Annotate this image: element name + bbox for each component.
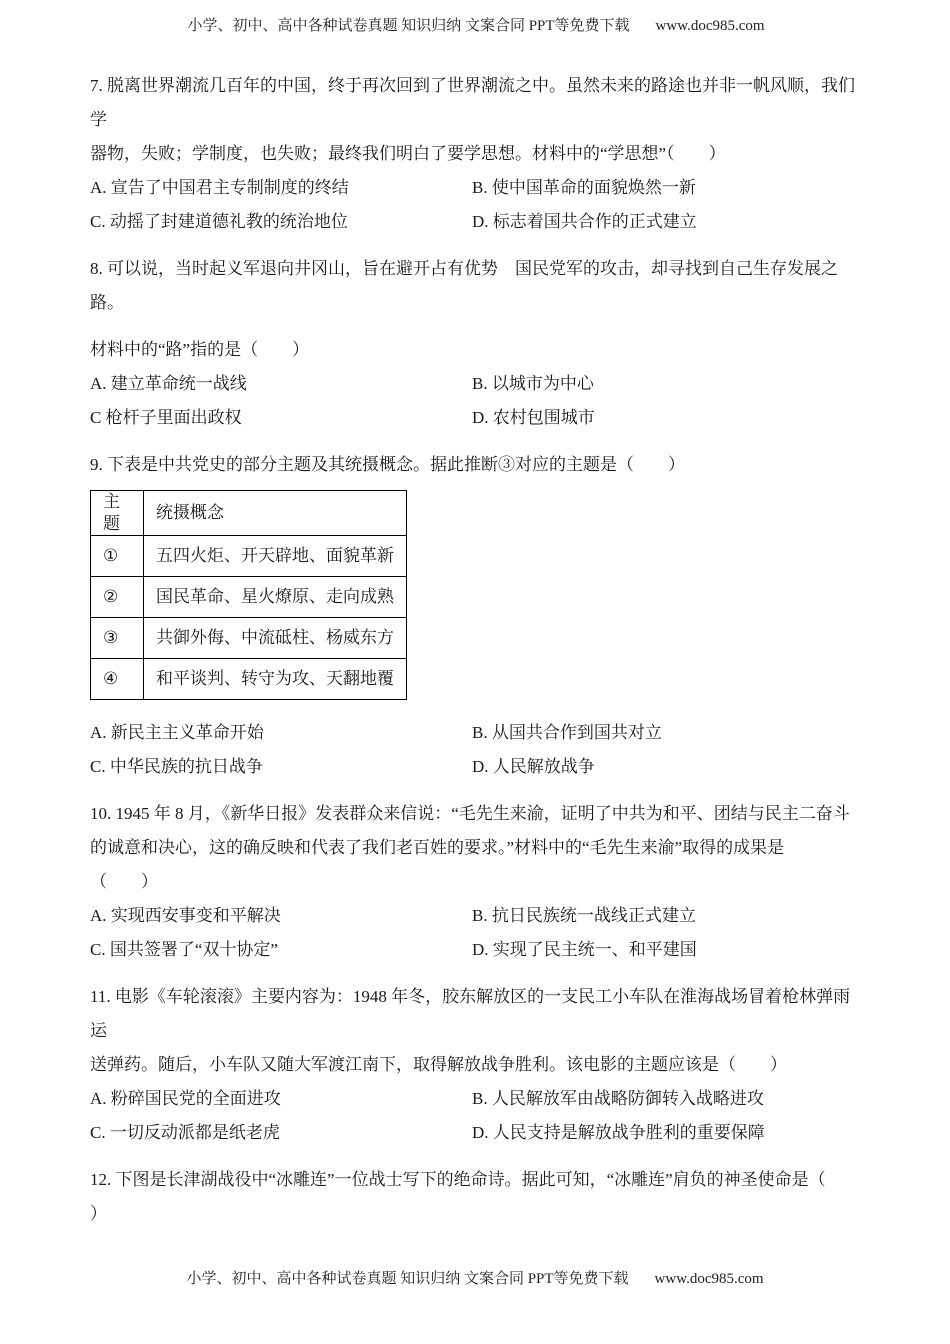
question-7-stem-line-1: 7. 脱离世界潮流几百年的中国，终于再次回到了世界潮流之中。虽然未来的路途也并非一帆风顺，我们学 bbox=[90, 76, 855, 129]
question-11-stem-line-2: 送弹药。随后，小车队又随大军渡江南下，取得解放战争胜利。该电影的主题应该是（ ） bbox=[90, 1055, 787, 1074]
question-10-option-c: C. 国共签署了“双十协定” bbox=[90, 940, 278, 959]
question-9-options bbox=[90, 716, 862, 784]
table-cell-concept-3: 共御外侮、中流砥柱、杨威东方 bbox=[144, 618, 407, 659]
question-11 bbox=[90, 980, 862, 1150]
question-11-stem-line-1: 11. 电影《车轮滚滚》主要内容为：1948 年冬，胶东解放区的一支民工小车队在淮海战场冒着枪林弹雨运 bbox=[90, 987, 851, 1040]
question-9 bbox=[90, 448, 862, 784]
table-row bbox=[91, 577, 407, 618]
table-header-row bbox=[91, 491, 407, 536]
question-8-options bbox=[90, 367, 862, 435]
question-8-option-d: D. 农村包围城市 bbox=[472, 408, 595, 427]
table-cell-concept-4: 和平谈判、转守为攻、天翻地覆 bbox=[144, 659, 407, 700]
question-9-option-d: D. 人民解放战争 bbox=[472, 757, 595, 776]
question-12-stem-line-1: 12. 下图是长津湖战役中“冰雕连”一位战士写下的绝命诗。据此可知，“冰雕连”肩负的神圣使命是（ bbox=[90, 1170, 826, 1189]
question-7-options bbox=[90, 171, 862, 239]
question-7-option-c: C. 动摇了封建道德礼教的统治地位 bbox=[90, 212, 348, 231]
question-11-option-a: A. 粉碎国民党的全面进攻 bbox=[90, 1089, 281, 1108]
question-9-option-a: A. 新民主主义革命开始 bbox=[90, 723, 264, 742]
table-row bbox=[91, 618, 407, 659]
question-11-option-c: C. 一切反动派都是纸老虎 bbox=[90, 1123, 280, 1142]
question-7-stem-line-2: 器物，失败；学制度，也失败；最终我们明白了要学思想。材料中的“学思想”（ ） bbox=[90, 144, 726, 163]
question-9-option-c: C. 中华民族的抗日战争 bbox=[90, 757, 263, 776]
question-8-option-c: C 枪杆子里面出政权 bbox=[90, 408, 242, 427]
question-10-stem-line-3: （ ） bbox=[90, 872, 158, 891]
table-row bbox=[91, 536, 407, 577]
theme-concept-table bbox=[90, 490, 407, 700]
question-11-option-b: B. 人民解放军由战略防御转入战略进攻 bbox=[472, 1089, 764, 1108]
question-10-option-b: B. 抗日民族统一战线正式建立 bbox=[472, 906, 696, 925]
question-7-option-a: A. 宣告了中国君主专制制度的终结 bbox=[90, 178, 349, 197]
question-7 bbox=[90, 69, 862, 239]
exam-content bbox=[90, 69, 862, 1231]
table-cell-theme-4: ④ bbox=[91, 659, 144, 700]
question-12 bbox=[90, 1163, 862, 1231]
footer-promo-text: 小学、初中、高中各种试卷真题 知识归纳 文案合同 PPT等免费下载 bbox=[186, 1271, 629, 1287]
question-8 bbox=[90, 252, 862, 435]
question-7-option-d: D. 标志着国共合作的正式建立 bbox=[472, 212, 697, 231]
question-12-stem-line-2: ） bbox=[90, 1204, 107, 1223]
table-header-concept: 统摄概念 bbox=[144, 491, 407, 536]
table-cell-concept-1: 五四火炬、开天辟地、面貌革新 bbox=[144, 536, 407, 577]
question-11-options bbox=[90, 1082, 862, 1150]
question-9-stem-line-1: 9. 下表是中共党史的部分主题及其统摄概念。据此推断③对应的主题是（ ） bbox=[90, 455, 685, 474]
table-header-theme: 主题 bbox=[91, 491, 144, 536]
footer-site-link[interactable]: www.doc985.com bbox=[654, 1271, 764, 1287]
page-header bbox=[90, 14, 862, 35]
question-8-option-b: B. 以城市为中心 bbox=[472, 374, 594, 393]
question-8-option-a: A. 建立革命统一战线 bbox=[90, 374, 247, 393]
question-9-option-b: B. 从国共合作到国共对立 bbox=[472, 723, 662, 742]
header-site-link[interactable]: www.doc985.com bbox=[655, 18, 765, 34]
question-10-option-d: D. 实现了民主统一、和平建国 bbox=[472, 940, 697, 959]
table-cell-concept-2: 国民革命、星火燎原、走向成熟 bbox=[144, 577, 407, 618]
question-8-stem-line-1: 8. 可以说，当时起义军退向井冈山，旨在避开占有优势 国民党军的攻击，却寻找到自己生存发展之路。 bbox=[90, 259, 838, 312]
question-7-option-b: B. 使中国革命的面貌焕然一新 bbox=[472, 178, 696, 197]
question-10-stem-line-2: 的诚意和决心，这的确反映和代表了我们老百姓的要求。”材料中的“毛先生来渝”取得的成果是 bbox=[90, 838, 785, 857]
question-10-stem-line-1: 10. 1945 年 8 月，《新华日报》发表群众来信说：“毛先生来渝，证明了中共为和平、团结与民主二奋斗 bbox=[90, 804, 850, 823]
question-10-option-a: A. 实现西安事变和平解决 bbox=[90, 906, 281, 925]
question-11-option-d: D. 人民支持是解放战争胜利的重要保障 bbox=[472, 1123, 765, 1142]
table-cell-theme-1: ① bbox=[91, 536, 144, 577]
question-8-stem-line-2: 材料中的“路”指的是（ ） bbox=[90, 340, 310, 359]
table-row bbox=[91, 659, 407, 700]
question-10 bbox=[90, 797, 862, 967]
question-10-options bbox=[90, 899, 862, 967]
table-cell-theme-3: ③ bbox=[91, 618, 144, 659]
table-cell-theme-2: ② bbox=[91, 577, 144, 618]
page-footer bbox=[0, 1267, 950, 1288]
header-promo-text: 小学、初中、高中各种试卷真题 知识归纳 文案合同 PPT等免费下载 bbox=[187, 18, 630, 34]
